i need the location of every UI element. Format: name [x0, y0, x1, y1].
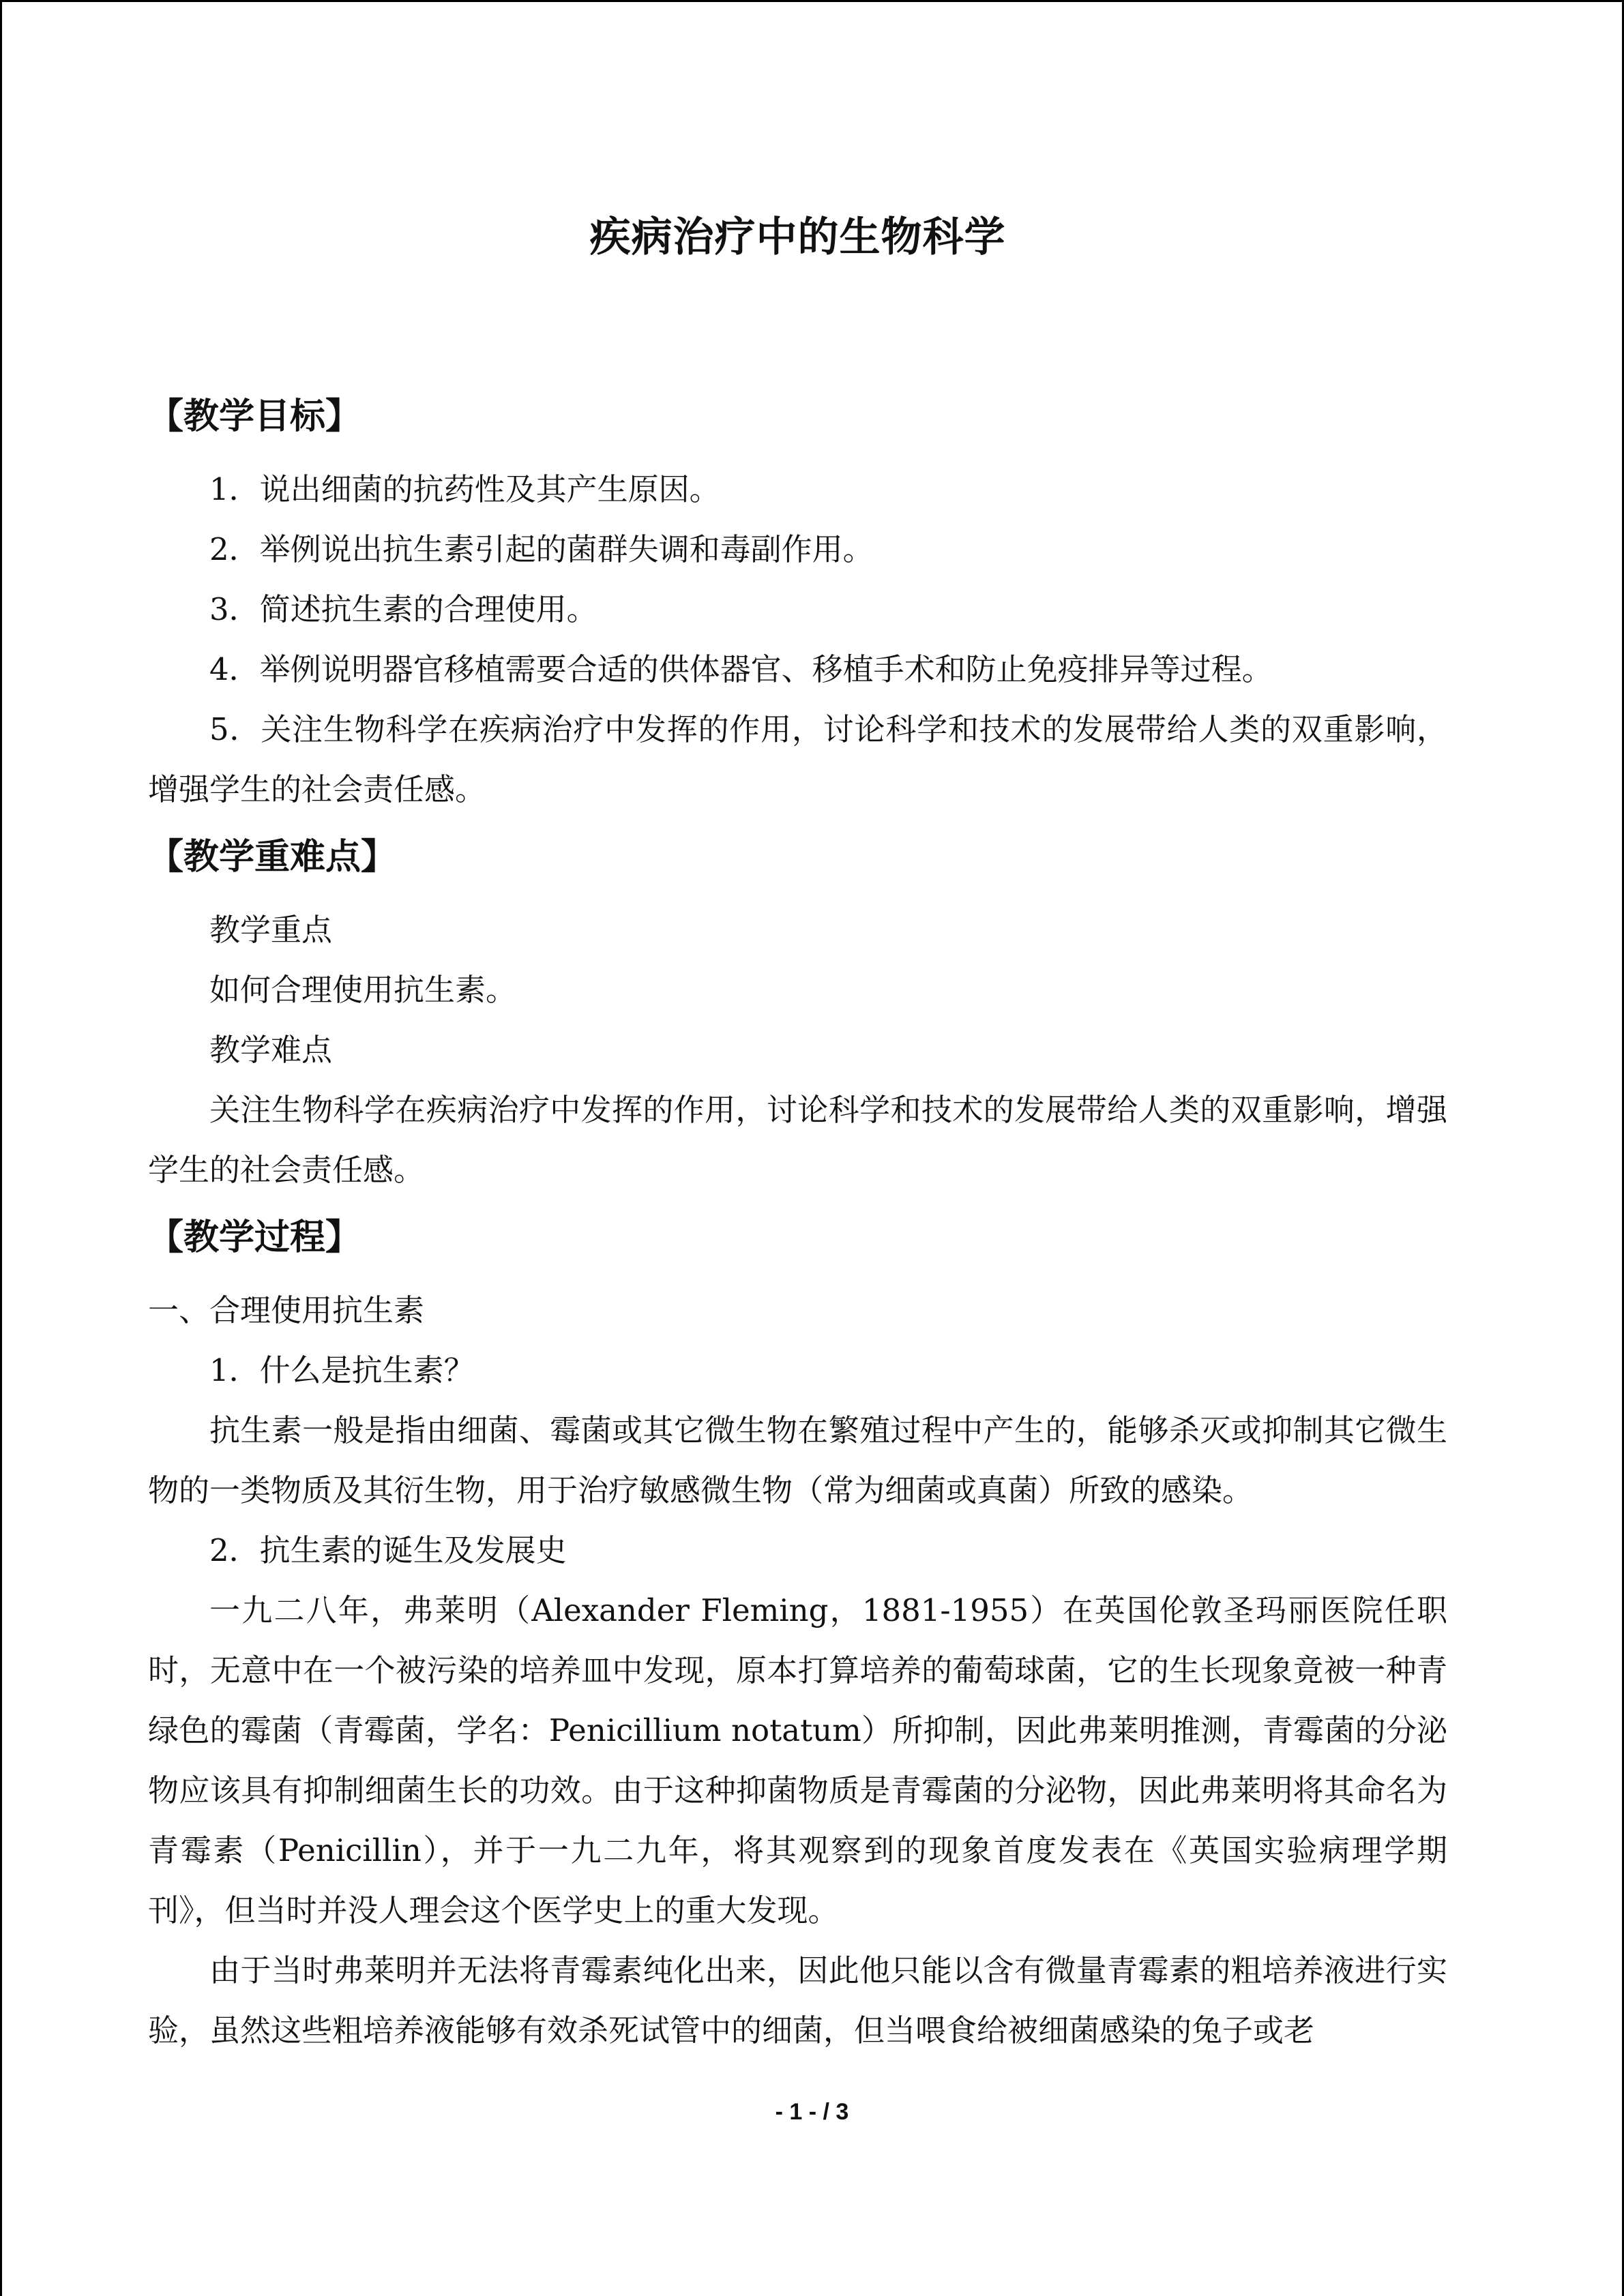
process-part-title: 一、合理使用抗生素: [148, 1292, 425, 1328]
document-body: [148, 205, 1447, 2061]
page-number: - 1 - / 3: [775, 2099, 849, 2125]
page-title: 疾病治疗中的生物科学: [589, 213, 1006, 261]
objective-item: 1．说出细菌的抗药性及其产生原因。: [209, 471, 720, 507]
difficulty-label: 教学难点: [209, 1032, 333, 1068]
process-paragraph: 由于当时弗莱明并无法将青霉素纯化出来，因此他只能以含有微量青霉素的粗培养液进行实验，虽然这些粗培养液能够有效杀死试管中的细菌，但当喂食给被细菌感染的兔子或老: [148, 1952, 1447, 2048]
objective-item: 4．举例说明器官移植需要合适的供体器官、移植手术和防止免疫排异等过程。: [209, 651, 1273, 687]
section-heading-objectives: 【教学目标】: [148, 396, 361, 437]
key-point-text: 如何合理使用抗生素。: [209, 972, 517, 1008]
objective-item: 2．举例说出抗生素引起的菌群失调和毒副作用。: [209, 531, 874, 567]
key-point-label: 教学重点: [209, 912, 333, 948]
section-heading-key-points: 【教学重难点】: [148, 836, 397, 878]
objective-item: 5．关注生物科学在疾病治疗中发挥的作用，讨论科学和技术的发展带给人类的双重影响，增强学生的社会责任感。: [148, 711, 1447, 807]
section-heading-process: 【教学过程】: [148, 1217, 361, 1258]
process-question: 1．什么是抗生素？: [209, 1352, 475, 1388]
process-question: 2．抗生素的诞生及发展史: [209, 1532, 567, 1568]
difficulty-text: 关注生物科学在疾病治疗中发挥的作用，讨论科学和技术的发展带给人类的双重影响，增强学生的社会责任感。: [148, 1092, 1447, 1188]
objective-item: 3．简述抗生素的合理使用。: [209, 591, 597, 627]
process-paragraph: 抗生素一般是指由细菌、霉菌或其它微生物在繁殖过程中产生的，能够杀灭或抑制其它微生物的一类物质及其衍生物，用于治疗敏感微生物（常为细菌或真菌）所致的感染。: [148, 1412, 1447, 1508]
process-paragraph: 一九二八年，弗莱明（Alexander Fleming，1881-1955）在英国伦敦圣玛丽医院任职时，无意中在一个被污染的培养皿中发现，原本打算培养的葡萄球菌，它的生长现象竟被一种青绿色的霉菌（青霉菌，学名：Penicillium notatum）所抑制，因此弗莱明推测，青霉菌的分泌物应该具有抑制细菌生长的功效。由于这种抑菌物质是青霉菌的分泌物，因此弗莱明将其命名为青霉素（Penicillin），并于一九二九年，将其观察到的现象首度发表在《英国实验病理学期刊》，但当时并没人理会这个医学史上的重大发现。: [148, 1592, 1447, 1928]
